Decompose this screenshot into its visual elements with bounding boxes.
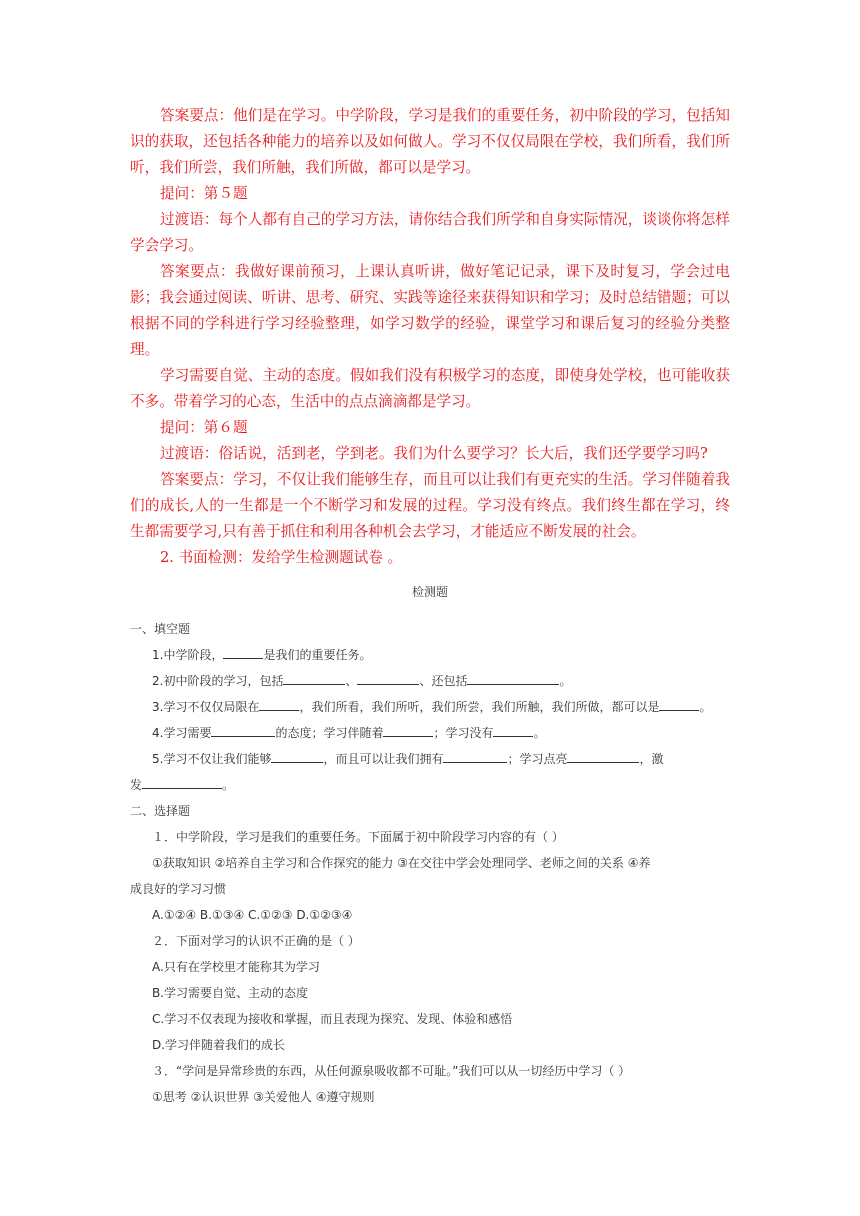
blank	[467, 672, 559, 685]
question-5-label: 提问：第５题	[160, 185, 248, 202]
text: 。	[222, 778, 235, 792]
choice-question-2: ２．下面对学习的认识不正确的是（ ）	[152, 934, 360, 948]
fill-question-4	[152, 724, 546, 742]
text: 的态度；学习伴随着	[275, 726, 384, 740]
text: 、还包括	[419, 674, 468, 688]
blank	[142, 776, 222, 789]
choice-1-options: ①获取知识 ②培养自主学习和合作探究的能力 ③在交往中学会处理同学、老师之间的关系 ④养	[152, 856, 651, 870]
choice-1-answers: A.①②④ B.①③④ C.①②③ D.①②③④	[152, 908, 353, 922]
text: 5.学习不仅让我们能够	[152, 752, 272, 766]
quiz-title: 检测题	[411, 585, 448, 599]
fill-question-5	[152, 750, 664, 768]
text: 。	[533, 726, 546, 740]
quiz-section	[130, 582, 730, 1104]
text: ，激	[639, 752, 664, 766]
choice-3-options: ①思考 ②认识世界 ③关爱他人 ④遵守规则	[152, 1090, 375, 1104]
section-choice: 二、选择题	[130, 804, 191, 818]
choice-question-1: １．中学阶段，学习是我们的重要任务。下面属于初中阶段学习内容的有（ ）	[152, 830, 564, 844]
blank	[283, 672, 345, 685]
blank	[259, 698, 299, 711]
section-fill-blank: 一、填空题	[130, 622, 191, 636]
blank	[223, 646, 263, 659]
choice-2-option-b: B.学习需要自觉、主动的态度	[152, 986, 309, 1000]
teaching-notes	[130, 103, 730, 571]
choice-2-option-d: D.学习伴随着我们的成长	[152, 1038, 286, 1052]
transition-5: 过渡语：每个人都有自己的学习方法，请你结合我们所学和自身实际情况，谈谈你将怎样学会学习。	[130, 211, 730, 254]
fill-question-5-cont	[130, 776, 234, 794]
choice-question-3: ３．“学问是异常珍贵的东西，从任何源泉吸收都不可耻。”我们可以从一切经历中学习（ ）	[152, 1064, 631, 1078]
text: ；学习没有	[433, 726, 494, 740]
fill-question-2	[152, 672, 572, 690]
text: 4.学习需要	[152, 726, 212, 740]
text: 、	[345, 674, 358, 688]
written-test-item: 2. 书面检测：发给学生检测题试卷 。	[160, 549, 403, 566]
choice-2-option-c: C.学习不仅表现为接收和掌握，而且表现为探究、发现、体验和感悟	[152, 1012, 513, 1026]
text: 3.学习不仅仅局限在	[152, 700, 260, 714]
blank	[493, 724, 533, 737]
blank	[443, 750, 507, 763]
answer-paragraph-1: 答案要点：他们是在学习。中学阶段，学习是我们的重要任务，初中阶段的学习，包括知识的获取，还包括各种能力的培养以及如何做人。学习不仅仅局限在学校，我们所看，我们所听，我们所尝，我们所触，我们所做，都可以是学习。	[130, 107, 730, 176]
text: ；学习点亮	[507, 752, 568, 766]
blank	[271, 750, 323, 763]
text: 发	[130, 778, 143, 792]
question-6-label: 提问：第６题	[160, 419, 248, 436]
blank	[211, 724, 275, 737]
choice-1-options-cont: 成良好的学习习惯	[130, 882, 227, 896]
answer-6: 答案要点：学习，不仅让我们能够生存，而且可以让我们有更充实的生活。学习伴随着我们的成长,人的一生都是一个不断学习和发展的过程。学习没有终点。我们终生都在学习，终生都需要学习,只有善于抓住和利用各种机会去学习，才能适应不断发展的社会。	[130, 471, 730, 540]
blank	[659, 698, 699, 711]
text: 2.初中阶段的学习，包括	[152, 674, 284, 688]
fill-question-3	[152, 698, 711, 716]
blank	[383, 724, 433, 737]
attitude-paragraph: 学习需要自觉、主动的态度。假如我们没有积极学习的态度，即使身处学校，也可能收获不多。带着学习的心态，生活中的点点滴滴都是学习。	[130, 367, 730, 410]
blank	[567, 750, 639, 763]
blank	[357, 672, 419, 685]
fill-question-1	[152, 646, 371, 664]
choice-2-option-a: A.只有在学校里才能称其为学习	[152, 960, 320, 974]
text: ，而且可以让我们拥有	[323, 752, 444, 766]
text: ，我们所看，我们所听，我们所尝，我们所触，我们所做，都可以是	[299, 700, 660, 714]
transition-6: 过渡语：俗话说，活到老，学到老。我们为什么要学习？长大后，我们还学要学习吗?	[160, 445, 708, 462]
answer-5: 答案要点：我做好课前预习，上课认真听讲，做好笔记记录，课下及时复习，学会过电影；我会通过阅读、听讲、思考、研究、实践等途径来获得知识和学习；及时总结错题；可以根据不同的学科进行学习经验整理，如学习数学的经验，课堂学习和课后复习的经验分类整理。	[130, 263, 730, 358]
text: 是我们的重要任务。	[263, 648, 372, 662]
text: 。	[699, 700, 712, 714]
text: 。	[559, 674, 572, 688]
text: 1.中学阶段，	[152, 648, 224, 662]
